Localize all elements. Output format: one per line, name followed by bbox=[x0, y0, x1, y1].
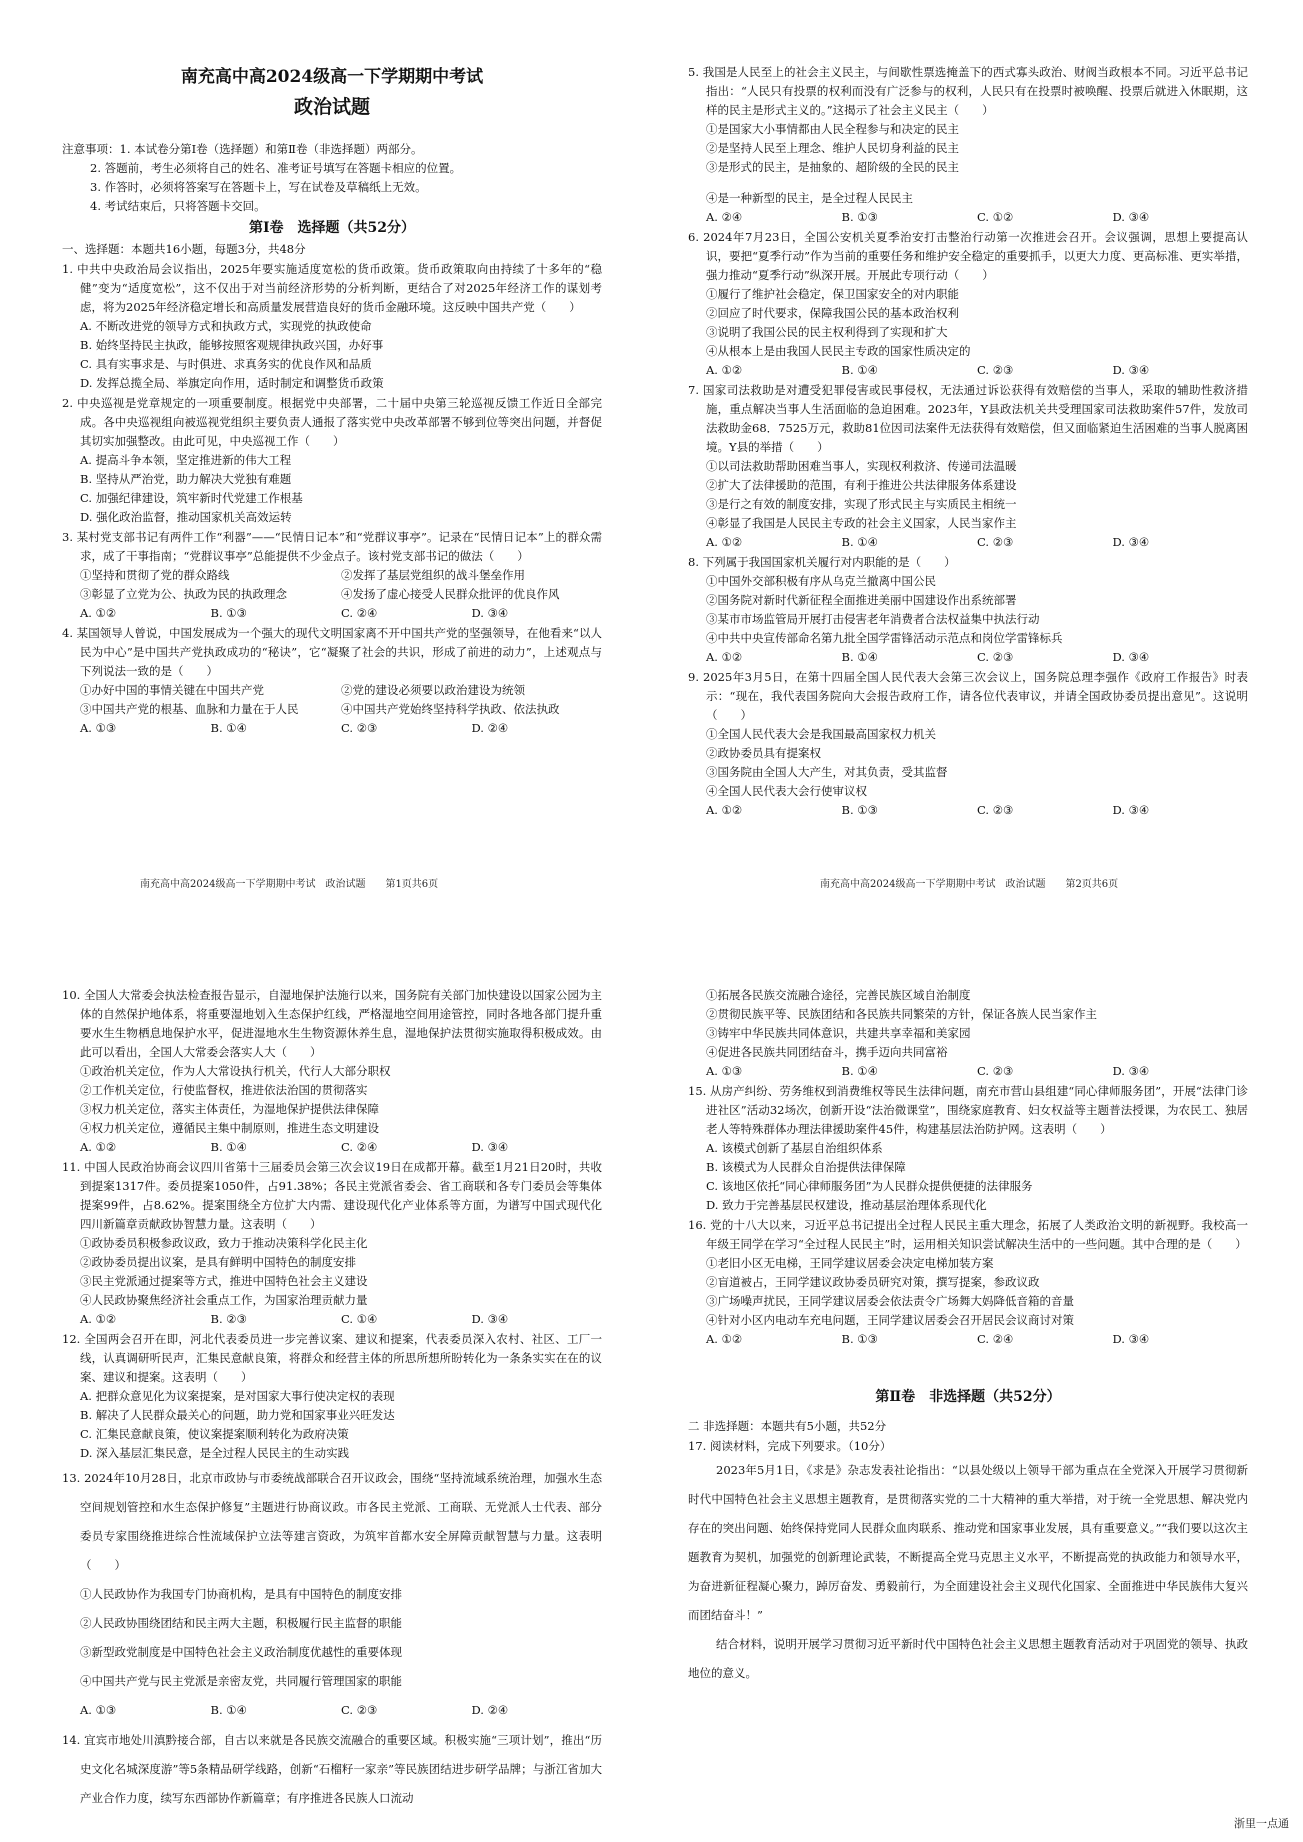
answer-choices bbox=[688, 361, 1248, 380]
question-6 bbox=[688, 228, 1248, 380]
section-1-heading: 第Ⅰ卷 选择题（共52分） bbox=[248, 220, 416, 236]
option: ④人民政协聚焦经济社会重点工作，为国家治理贡献力量 bbox=[80, 1293, 368, 1307]
answer-choices bbox=[688, 801, 1248, 820]
answer-choice: B. ①④ bbox=[841, 1064, 878, 1078]
option: B. 坚持从严治党，助力解决大党独有难题 bbox=[80, 472, 292, 486]
answer-choice: C. ①② bbox=[977, 210, 1014, 224]
option: ②政协委员具有提案权 bbox=[706, 746, 821, 760]
option: ②是坚持人民至上理念、维护人民切身利益的民主 bbox=[706, 141, 959, 155]
option: D. 深入基层汇集民意，是全过程人民民主的生动实践 bbox=[80, 1446, 350, 1460]
option-grid bbox=[62, 681, 602, 719]
answer-choice: D. ③④ bbox=[1112, 210, 1150, 224]
option: ②盲道被占，王同学建议政协委员研究对策，撰写提案，参政议政 bbox=[706, 1275, 1040, 1289]
option: ②人民政协围绕团结和民主两大主题，积极履行民主监督的职能 bbox=[80, 1616, 402, 1630]
answer-choice: A. ①② bbox=[706, 803, 743, 817]
option: ③是形式的民主，是抽象的、超阶级的全民的民主 bbox=[706, 160, 959, 174]
answer-choice: D. ③④ bbox=[471, 606, 509, 620]
option: A. 不断改进党的领导方式和执政方式，实现党的执政使命 bbox=[80, 319, 372, 333]
question-10 bbox=[62, 986, 602, 1157]
question-stem: 14. 宜宾市地处川滇黔接合部，自古以来就是各民族交流融合的重要区域。积极实施“三项计划”，推出“历史文化名城深度游”等5条精品研学线路，创新“石榴籽一家亲”等民族团结进步研学品牌；与浙江省加大产业合作力度，续写东西部协作新篇章；有序推进各民族人口流动 bbox=[62, 1733, 602, 1805]
note-1: 注意事项：1. 本试卷分第Ⅰ卷（选择题）和第Ⅱ卷（非选择题）两部分。 bbox=[62, 142, 423, 156]
question-7 bbox=[688, 381, 1248, 552]
option: ②党的建设必须要以政治建设为统领 bbox=[341, 683, 525, 697]
option: ③某市市场监管局开展打击侵害老年消费者合法权益集中执法行动 bbox=[706, 612, 1040, 626]
answer-choice: D. ③④ bbox=[471, 1140, 509, 1154]
footer-page-1: 南充高中高2024级高一下学期期中考试 政治试题 第1页共6页 bbox=[140, 879, 439, 890]
answer-choice: D. ③④ bbox=[1112, 535, 1150, 549]
question-stem: 5. 我国是人民至上的社会主义民主，与间歇性票选掩盖下的西式寡头政治、财阀当政根本不同。习近平总书记指出：“人民只有投票的权利而没有广泛参与的权利，人民只有在投票时被唤醒、投票后就进入休眠期，这样的民主是形式主义的。”这揭示了社会主义民主（ ） bbox=[688, 65, 1248, 117]
option: ③民主党派通过提案等方式，推进中国特色社会主义建设 bbox=[80, 1274, 368, 1288]
answer-choice: A. ①② bbox=[80, 1140, 117, 1154]
option: ①政治机关定位，作为人大常设执行机关，代行人大部分职权 bbox=[80, 1064, 391, 1078]
option: ①拓展各民族交流融合途径，完善民族区域自治制度 bbox=[706, 988, 971, 1002]
option: ④中国共产党始终坚持科学执政、依法执政 bbox=[341, 702, 560, 716]
option-grid bbox=[62, 566, 602, 604]
answer-choice: B. ①④ bbox=[841, 363, 878, 377]
option: ①全国人民代表大会是我国最高国家权力机关 bbox=[706, 727, 936, 741]
section-1-intro: 一、选择题：本题共16小题，每题3分，共48分 bbox=[62, 242, 306, 256]
section-2-intro: 二 非选择题：本题共有5小题，共52分 bbox=[688, 1419, 887, 1433]
question-stem: 4. 某国领导人曾说，中国发展成为一个强大的现代文明国家离不开中国共产党的坚强领导，在他看来“以人民为中心”是中国共产党执政成功的“秘诀”，它“凝聚了社会的共识，形成了前进的动力”，上述观点与下列说法一致的是（ ） bbox=[62, 626, 602, 678]
question-4 bbox=[62, 624, 602, 738]
answer-choice: A. ①② bbox=[706, 650, 743, 664]
option: D. 致力于完善基层民权建设，推动基层治理体系现代化 bbox=[706, 1198, 987, 1212]
note-4: 4. 考试结束后，只将答题卡交回。 bbox=[90, 199, 266, 213]
question-8 bbox=[688, 553, 1248, 667]
question-2 bbox=[62, 394, 602, 527]
note-2: 2. 答题前，考生必须将自己的姓名、准考证号填写在答题卡相应的位置。 bbox=[90, 161, 462, 175]
question-3 bbox=[62, 528, 602, 623]
answer-choice: C. ①④ bbox=[341, 1312, 378, 1326]
option: D. 强化政治监督，推动国家机关高效运转 bbox=[80, 510, 292, 524]
answer-choice: C. ②③ bbox=[977, 650, 1014, 664]
option: B. 始终坚持民主执政，能够按照客观规律执政兴国，办好事 bbox=[80, 338, 384, 352]
option: ②工作机关定位，行使监督权，推进依法治国的贯彻落实 bbox=[80, 1083, 368, 1097]
answer-choice: D. ③④ bbox=[471, 1312, 509, 1326]
exam-title: 南充高中高2024级高一下学期期中考试 bbox=[180, 67, 484, 87]
answer-choice: D. ③④ bbox=[1112, 803, 1150, 817]
option: ③权力机关定位，落实主体责任，为湿地保护提供法律保障 bbox=[80, 1102, 379, 1116]
option: ②国务院对新时代新征程全面推进美丽中国建设作出系统部署 bbox=[706, 593, 1017, 607]
option: B. 解决了人民群众最关心的问题，助力党和国家事业兴旺发达 bbox=[80, 1408, 395, 1422]
answer-choice: C. ②③ bbox=[977, 1064, 1014, 1078]
option: ①老旧小区无电梯，王同学建议居委会决定电梯加装方案 bbox=[706, 1256, 994, 1270]
option: ③新型政党制度是中国特色社会主义政治制度优越性的重要体现 bbox=[80, 1645, 402, 1659]
option: ④中共中央宣传部命名第九批全国学雷锋活动示范点和岗位学雷锋标兵 bbox=[706, 631, 1063, 645]
option: ③铸牢中华民族共同体意识，共建共享幸福和美家园 bbox=[706, 1026, 971, 1040]
option: ③中国共产党的根基、血脉和力量在于人民 bbox=[80, 702, 299, 716]
section-2-heading: 第Ⅱ卷 非选择题（共52分） bbox=[875, 1389, 1061, 1405]
option: ②贯彻民族平等、民族团结和各民族共同繁荣的方针，保证各族人民当家作主 bbox=[706, 1007, 1097, 1021]
answer-choices bbox=[688, 1330, 1248, 1349]
answer-choice: B. ①④ bbox=[841, 535, 878, 549]
option: ①履行了维护社会稳定，保卫国家安全的对内职能 bbox=[706, 287, 959, 301]
watermark: 浙里一点通 bbox=[1234, 1817, 1289, 1830]
option: ①中国外交部积极有序从乌克兰撤离中国公民 bbox=[706, 574, 936, 588]
answer-choice: C. ②③ bbox=[977, 363, 1014, 377]
answer-choice: C. ②④ bbox=[977, 1332, 1014, 1346]
option: ④促进各民族共同团结奋斗，携手迈向共同富裕 bbox=[706, 1045, 948, 1059]
question-stem: 8. 下列属于我国国家机关履行对内职能的是（ ） bbox=[688, 555, 956, 569]
question-9 bbox=[688, 668, 1248, 820]
option: ①政协委员积极参政议政，致力于推动决策科学化民主化 bbox=[80, 1236, 368, 1250]
answer-choices bbox=[688, 208, 1248, 227]
answer-choice: D. ②④ bbox=[471, 721, 509, 735]
option: ②回应了时代要求，保障我国公民的基本政治权利 bbox=[706, 306, 959, 320]
answer-choices bbox=[62, 719, 602, 738]
option: D. 发挥总揽全局、举旗定向作用，适时制定和调整货币政策 bbox=[80, 376, 384, 390]
question-stem: 15. 从房产纠纷、劳务维权到消费维权等民生法律问题，南充市营山县组建“同心律师服务团”，开展“法律门诊进社区”活动32场次，创新开设“法治微课堂”，围绕家庭教育、妇女权益等主题普法授课，为农民工、独居老人等特殊群体办理法律援助案件45件，构建基层法治防护网。这表明（ ） bbox=[688, 1084, 1248, 1136]
question-13 bbox=[62, 1464, 602, 1725]
question-stem: 1. 中共中央政治局会议指出，2025年要实施适度宽松的货币政策。货币政策取向由持续了十多年的“稳健”变为“适度宽松”，这不仅出于对当前经济形势的分析判断，更结合了对2025年经济工作的谋划考虑，将为2025年经济稳定增长和高质量发展营造良好的货币金融环境。这反映中国共产党（ ） bbox=[62, 262, 602, 314]
option: ①是国家大小事情都由人民全程参与和决定的民主 bbox=[706, 122, 959, 136]
exam-subtitle: 政治试题 bbox=[293, 96, 370, 118]
answer-choice: C. ②④ bbox=[341, 1140, 378, 1154]
question-stem: 3. 某村党支部书记有两件工作“利器”——“民情日记本”和“党群议事亭”。记录在“民情日记本”上的群众需求，成了干事指南；“党群议事亭”总能提供不少金点子。该村党支部书记的做法（ ） bbox=[62, 530, 602, 563]
answer-choice: A. ②④ bbox=[706, 210, 743, 224]
option: C. 加强纪律建设，筑牢新时代党建工作根基 bbox=[80, 491, 303, 505]
option: ②扩大了法律援助的范围，有利于推进公共法律服务体系建设 bbox=[706, 478, 1017, 492]
answer-choice: B. ①③ bbox=[841, 803, 878, 817]
option: ④是一种新型的民主，是全过程人民民主 bbox=[706, 191, 913, 205]
option: ④从根本上是由我国人民民主专政的国家性质决定的 bbox=[706, 344, 971, 358]
answer-choices bbox=[688, 1062, 1248, 1081]
material-paragraph: 2023年5月1日，《求是》杂志发表社论指出：“以县处级以上领导干部为重点在全党深入开展学习贯彻新时代中国特色社会主义思想主题教育，是贯彻落实党的二十大精神的重大举措，对于统一全党思想、解决党内存在的突出问题、始终保持党同人民群众血肉联系、推动党和国家事业发展，具有重要意义。”“我们要以这次主题教育为契机，加强党的创新理论武装，不断提高全党马克思主义水平，不断提高党的执政能力和领导水平，为奋进新征程凝心聚力，踔厉奋发、勇毅前行，为全面建设社会主义现代化国家、全面推进中华民族伟大复兴而团结奋斗！” bbox=[688, 1463, 1248, 1622]
option: ④彰显了我国是人民民主专政的社会主义国家，人民当家作主 bbox=[706, 516, 1017, 530]
answer-choice: A. ①③ bbox=[80, 1703, 117, 1717]
answer-choice: A. ①③ bbox=[706, 1064, 743, 1078]
note-3: 3. 作答时，必须将答案写在答题卡上，写在试卷及草稿纸上无效。 bbox=[90, 180, 427, 194]
question-task: 结合材料，说明开展学习贯彻习近平新时代中国特色社会主义思想主题教育活动对于巩固党的领导、执政地位的意义。 bbox=[688, 1637, 1248, 1680]
answer-choice: B. ①③ bbox=[210, 606, 247, 620]
option: ③国务院由全国人大产生，对其负责，受其监督 bbox=[706, 765, 948, 779]
option: ④全国人民代表大会行使审议权 bbox=[706, 784, 867, 798]
answer-choice: C. ②③ bbox=[341, 721, 378, 735]
question-16 bbox=[688, 1216, 1248, 1349]
answer-choice: C. ②④ bbox=[341, 606, 378, 620]
answer-choice: A. ①② bbox=[706, 1332, 743, 1346]
answer-choices bbox=[62, 604, 602, 623]
answer-choices bbox=[62, 1138, 602, 1157]
question-stem: 7. 国家司法救助是对遭受犯罪侵害或民事侵权，无法通过诉讼获得有效赔偿的当事人，采取的辅助性救济措施，重点解决当事人生活面临的急迫困难。2023年，Y县政法机关共受理国家司法救助案件57件，发放司法救助金68．7525万元，救助81位因司法案件无法获得有效赔偿，但又面临紧迫生活困难的当事人脱离困境。Y县的举措（ ） bbox=[688, 383, 1248, 454]
question-17 bbox=[688, 1437, 1248, 1688]
page-1-top-left bbox=[62, 62, 602, 738]
option: ④发扬了虚心接受人民群众批评的优良作风 bbox=[341, 587, 560, 601]
question-11 bbox=[62, 1158, 602, 1329]
option: ③广场噪声扰民，王同学建议居委会依法责令广场舞大妈降低音箱的音量 bbox=[706, 1294, 1074, 1308]
answer-choice: B. ①④ bbox=[210, 1703, 247, 1717]
question-5 bbox=[688, 63, 1248, 227]
page-3-bottom-left bbox=[62, 985, 602, 1813]
option: ①以司法救助帮助困难当事人，实现权利救济、传递司法温暖 bbox=[706, 459, 1017, 473]
option: C. 汇集民意献良策，使议案提案顺利转化为政府决策 bbox=[80, 1427, 349, 1441]
option: C. 具有实事求是、与时俱进、求真务实的优良作风和品质 bbox=[80, 357, 372, 371]
answer-choice: B. ①③ bbox=[841, 1332, 878, 1346]
option: ①办好中国的事情关键在中国共产党 bbox=[80, 683, 264, 697]
answer-choice: B. ②③ bbox=[210, 1312, 247, 1326]
option: A. 该模式创新了基层自治组织体系 bbox=[706, 1141, 883, 1155]
question-stem: 10. 全国人大常委会执法检查报告显示，自湿地保护法施行以来，国务院有关部门加快建设以国家公园为主体的自然保护地体系，将重要湿地划入生态保护红线，严格湿地空间用途管控，同时各地各部门提升重要水生生物栖息地保护水平，促进湿地水生生物资源休养生息，湿地保护法贯彻实施取得积极成效。由此可以看出，全国人大常委会落实人大（ ） bbox=[62, 988, 602, 1059]
option: A. 提高斗争本领，坚定推进新的伟大工程 bbox=[80, 453, 292, 467]
option: ④权力机关定位，遵循民主集中制原则，推进生态文明建设 bbox=[80, 1121, 379, 1135]
option: ①人民政协作为我国专门协商机构，是具有中国特色的制度安排 bbox=[80, 1587, 402, 1601]
page-2-top-right bbox=[688, 62, 1248, 820]
option: C. 该地区依托“同心律师服务团”为人民群众提供便捷的法律服务 bbox=[706, 1179, 1033, 1193]
answer-choice: A. ①② bbox=[80, 606, 117, 620]
option: ②发挥了基层党组织的战斗堡垒作用 bbox=[341, 568, 525, 582]
option: ③彰显了立党为公、执政为民的执政理念 bbox=[80, 587, 287, 601]
answer-choice: A. ①② bbox=[706, 363, 743, 377]
question-12 bbox=[62, 1330, 602, 1463]
option: ②政协委员提出议案，是具有鲜明中国特色的制度安排 bbox=[80, 1255, 356, 1269]
answer-choice: D. ③④ bbox=[1112, 1064, 1150, 1078]
answer-choice: D. ③④ bbox=[1112, 1332, 1150, 1346]
answer-choice: C. ②③ bbox=[977, 535, 1014, 549]
answer-choice: B. ①③ bbox=[841, 210, 878, 224]
answer-choice: D. ③④ bbox=[1112, 650, 1150, 664]
question-14-continued bbox=[688, 986, 1248, 1081]
option: ④针对小区内电动车充电问题，王同学建议居委会召开居民会议商讨对策 bbox=[706, 1313, 1074, 1327]
question-stem: 11. 中国人民政治协商会议四川省第十三届委员会第三次会议19日在成都开幕。截至1月21日20时，共收到提案1317件。委员提案1050件，占91.38%；各民主党派省委会、省工商联和各专门委员会等集体提案99件，占8.62%。提案围绕全方位扩大内需、建设现代化产业体系等方面，为谱写中国式现代化四川新篇章贡献政协智慧力量。这表明（ ） bbox=[62, 1160, 602, 1231]
question-stem: 6. 2024年7月23日，全国公安机关夏季治安打击整治行动第一次推进会召开。会议强调，思想上要提高认识，要把“夏季行动”作为当前的重要任务和维护安全稳定的重要抓手，以更大力度、更高标准、更实举措，强力推动“夏季行动”纵深开展。开展此专项行动（ ） bbox=[688, 230, 1248, 282]
answer-choice: A. ①③ bbox=[80, 721, 117, 735]
option: ③是行之有效的制度安排，实现了形式民主与实质民主相统一 bbox=[706, 497, 1017, 511]
answer-choice: A. ①② bbox=[80, 1312, 117, 1326]
answer-choice: B. ①④ bbox=[841, 650, 878, 664]
answer-choices bbox=[688, 648, 1248, 667]
answer-choices bbox=[62, 1696, 602, 1725]
question-stem: 17. 阅读材料，完成下列要求。（10分） bbox=[688, 1439, 892, 1453]
answer-choice: B. ①④ bbox=[210, 1140, 247, 1154]
answer-choice: D. ③④ bbox=[1112, 363, 1150, 377]
question-stem: 2. 中央巡视是党章规定的一项重要制度。根据党中央部署，二十届中央第三轮巡视反馈工作近日全部完成。各中央巡视组向被巡视党组织主要负责人通报了落实党中央改革部署不够到位等突出问题，并督促其切实加强整改。由此可见，中央巡视工作（ ） bbox=[62, 396, 602, 448]
option: ①坚持和贯彻了党的群众路线 bbox=[80, 568, 230, 582]
question-stem: 9. 2025年3月5日，在第十四届全国人民代表大会第三次会议上，国务院总理李强作《政府工作报告》时表示：“现在，我代表国务院向大会报告政府工作，请各位代表审议，并请全国政协委员提出意见”。这说明（ ） bbox=[688, 670, 1248, 722]
option: B. 该模式为人民群众自治提供法律保障 bbox=[706, 1160, 906, 1174]
question-stem: 16. 党的十八大以来，习近平总书记提出全过程人民民主重大理念，拓展了人类政治文明的新视野。我校高一年级王同学在学习“全过程人民民主”时，运用相关知识尝试解决生活中的一些问题。其中合理的是（ ） bbox=[688, 1218, 1248, 1251]
answer-choice: C. ②③ bbox=[977, 803, 1014, 817]
question-stem: 13. 2024年10月28日，北京市政协与市委统战部联合召开议政会，围绕“坚持流域系统治理，加强水生态空间规划管控和水生态保护修复”主题进行协商议政。市各民主党派、工商联、无党派人士代表、部分委员专家围绕推进综合性流域保护立法等建言资政，为筑牢首都水安全屏障贡献智慧与力量。这表明（ ） bbox=[62, 1471, 602, 1572]
answer-choices bbox=[688, 533, 1248, 552]
notes bbox=[62, 140, 602, 216]
question-15 bbox=[688, 1082, 1248, 1215]
answer-choice: D. ②④ bbox=[471, 1703, 509, 1717]
option: ④中国共产党与民主党派是亲密友党，共同履行管理国家的职能 bbox=[80, 1674, 402, 1688]
option: ③说明了我国公民的民主权利得到了实现和扩大 bbox=[706, 325, 948, 339]
answer-choices bbox=[62, 1310, 602, 1329]
option: A. 把群众意见化为议案提案，是对国家大事行使决定权的表现 bbox=[80, 1389, 395, 1403]
answer-choice: A. ①② bbox=[706, 535, 743, 549]
answer-choice: C. ②③ bbox=[341, 1703, 378, 1717]
page-4-bottom-right bbox=[688, 985, 1248, 1688]
question-1 bbox=[62, 260, 602, 393]
question-stem: 12. 全国两会召开在即，河北代表委员进一步完善议案、建议和提案，代表委员深入农村、社区、工厂一线，认真调研听民声，汇集民意献良策，将群众和经营主体的所思所想所盼转化为一条条实实在在的议案、建议和提案。这表明（ ） bbox=[62, 1332, 602, 1384]
footer-page-2: 南充高中高2024级高一下学期期中考试 政治试题 第2页共6页 bbox=[820, 879, 1119, 890]
question-14 bbox=[62, 1726, 602, 1813]
answer-choice: B. ①④ bbox=[210, 721, 247, 735]
